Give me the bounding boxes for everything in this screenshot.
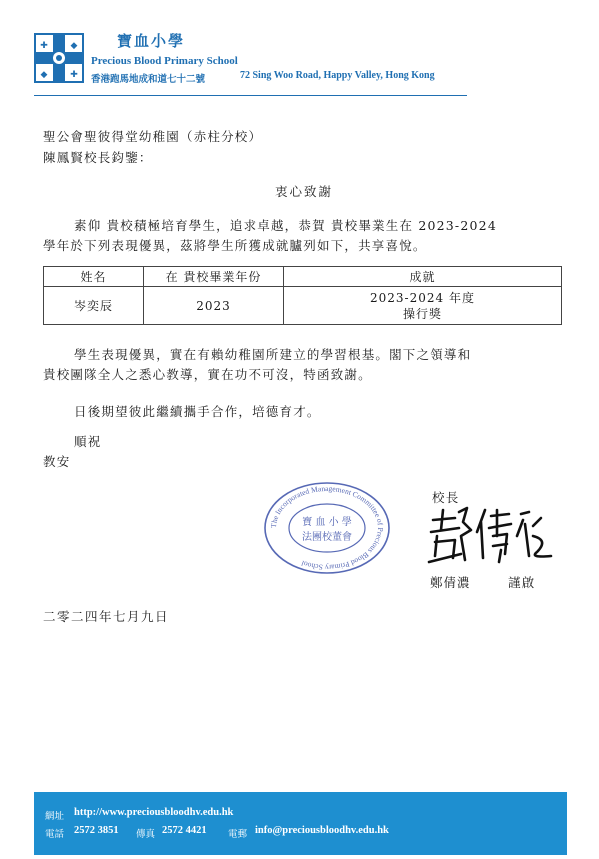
seal-inner-line2: 法團校董會	[302, 532, 352, 543]
seal-inner-line1: 寶 血 小 學	[302, 517, 352, 528]
recipient-line: 聖公會聖彼得堂幼稚園（赤柱分校）	[43, 129, 263, 144]
paragraph-line: 學生表現優異，實在有賴幼稚園所建立的學習根基。閣下之領導和	[74, 347, 472, 362]
website-label: 網址	[45, 811, 65, 822]
svg-text:✚: ✚	[40, 41, 48, 51]
handwritten-signature	[425, 506, 557, 566]
school-seal-stamp	[262, 480, 392, 576]
address-en: 72 Sing Woo Road, Happy Valley, Hong Kong	[240, 70, 435, 81]
table-row	[44, 287, 562, 325]
achievement-cell	[284, 287, 562, 325]
header-divider	[34, 95, 467, 96]
svg-text:✚: ✚	[70, 70, 78, 80]
signer-closing: 謹啟	[508, 575, 536, 590]
column-header-name: 姓名	[44, 267, 144, 287]
fax-number: 2572 4421	[162, 825, 207, 836]
letter-date: 二零二四年七月九日	[43, 609, 170, 624]
column-header-year: 在 貴校畢業年份	[144, 267, 284, 287]
letter-title: 衷心致謝	[275, 184, 334, 199]
svg-text:◆: ◆	[70, 41, 78, 51]
fax-label: 傳真	[136, 829, 156, 840]
column-header-achievement: 成就	[284, 267, 562, 287]
paragraph-line: 貴校團隊全人之悉心教導，實在功不可沒，特函致謝。	[43, 367, 372, 382]
table-header-row	[44, 267, 562, 287]
paragraph-line: 學年於下列表現優異，茲將學生所獲成就臚列如下，共享喜悅。	[43, 238, 427, 253]
footer-bar	[34, 792, 567, 855]
closing-line: 順祝	[74, 434, 102, 449]
achievement-award: 操行獎	[402, 306, 442, 321]
graduation-year-cell: 2023	[144, 287, 284, 325]
paragraph-line: 素仰 貴校積極培育學生，追求卓越，恭賀 貴校畢業生在 2023-2024	[74, 218, 497, 233]
seal-outer-text: The Incorporated Management Committee of Precious Blood Primary School	[268, 483, 386, 573]
school-logo	[34, 33, 84, 83]
phone-number: 2572 3851	[74, 825, 119, 836]
closing-line: 教安	[43, 454, 71, 469]
school-name-en: Precious Blood Primary School	[91, 55, 238, 67]
phone-label: 電話	[45, 829, 65, 840]
recipient-salutation: 陳鳳賢校長鈞鑒：	[43, 150, 153, 165]
achievement-table	[43, 266, 562, 325]
address-cn: 香港跑馬地成和道七十二號	[91, 74, 206, 85]
email-link[interactable]: info@preciousbloodhv.edu.hk	[255, 825, 389, 836]
achievement-year: 2023-2024 年度	[370, 290, 475, 305]
svg-text:The Incorporated Management Co	[269, 484, 385, 572]
principal-label: 校長	[432, 490, 460, 505]
email-label: 電郵	[228, 829, 248, 840]
paragraph-line: 日後期望彼此繼續攜手合作，培德育才。	[74, 404, 321, 419]
svg-text:◆: ◆	[40, 70, 48, 80]
website-link[interactable]: http://www.preciousbloodhv.edu.hk	[74, 807, 234, 818]
student-name-cell: 岑奕辰	[44, 287, 144, 325]
signer-name: 鄭倩濃	[430, 575, 471, 590]
school-name-cn: 寶血小學	[117, 32, 186, 50]
